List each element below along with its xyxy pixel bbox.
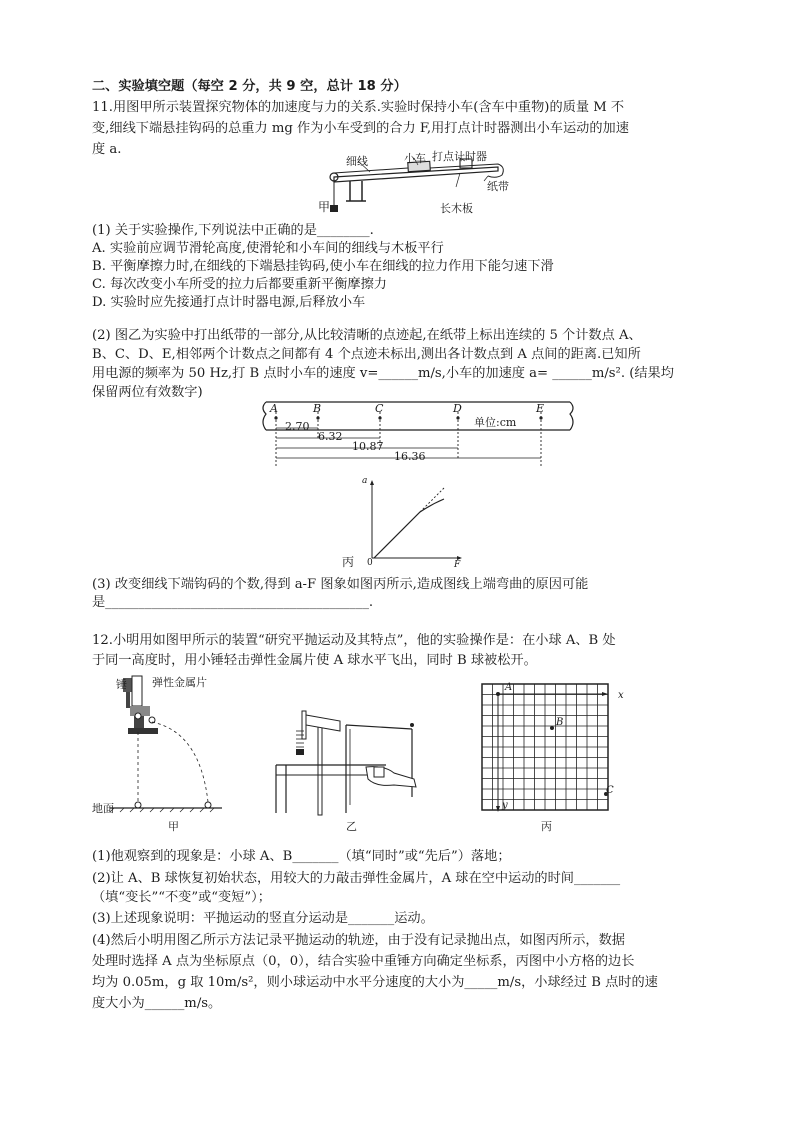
q11-part3-line2: 是________________________________________.: [92, 595, 374, 610]
tape-distance-ac: 6.32: [318, 430, 343, 443]
q12-figure-yi: [266, 705, 436, 815]
q11-stem-line2: 变,细线下端悬挂钩码的总重力 mg 作为小车受到的合力 F,用打点计时器测出小车运动的加速: [92, 121, 629, 136]
q11-part2-line2: B、C、D、E,相邻两个计数点之间都有 4 个点迹未标出,测出各计数点到 A 点间的距离.已知所: [92, 347, 641, 362]
tape-point-c: C: [375, 402, 384, 415]
label-hammer: 锤: [116, 678, 127, 691]
q12-sub3: (3)上述现象说明：平抛运动的竖直分运动是_______运动。: [92, 911, 434, 926]
q11-figure-caption-jia: 甲: [318, 200, 331, 214]
q11-option-c: C. 每次改变小车所受的拉力后都要重新平衡摩擦力: [92, 277, 387, 292]
q12-caption-jia: 甲: [168, 820, 179, 833]
label-tape: 纸带: [487, 180, 509, 193]
q12-sub4-line2: 处理时选择 A 点为坐标原点（0，0），结合实验中重锤方向确定坐标系，丙图中小方格的边长: [92, 954, 635, 969]
q12-sub1: (1)他观察到的现象是：小球 A、B_______（填“同时”或“先后”）落地；: [92, 849, 511, 864]
grid-axis-x: x: [618, 690, 624, 701]
q11-option-b: B. 平衡摩擦力时,在细线的下端悬挂钩码,使小车在细线的拉力作用下能匀速下滑: [92, 259, 554, 274]
q11-part1: (1) 关于实验操作,下列说法中正确的是________.: [92, 223, 374, 238]
label-ground: 地面: [92, 802, 114, 815]
tape-point-e: E: [536, 402, 545, 415]
q11-stem-line1: 11.用图甲所示装置探究物体的加速度与力的关系.实验时保持小车(含车中重物)的质量 M 不: [92, 100, 625, 115]
tape-distance-ae: 16.36: [394, 450, 426, 463]
q11-stem-line3: 度 a.: [92, 142, 122, 157]
q11-part2-line4: 保留两位有效数字): [92, 385, 203, 400]
label-cart: 小车: [404, 152, 426, 165]
grid-axis-y: y: [502, 800, 508, 811]
af-axis-a: a: [362, 476, 368, 486]
q12-sub2-line1: (2)让 A、B 球恢复初始状态，用较大的力敲击弹性金属片，A 球在空中运动的时间_______: [92, 871, 621, 886]
q11-part2-line1: (2) 图乙为实验中打出纸带的一部分,从比较清晰的点迹起,在纸带上标出连续的 5 个计数点 A、: [92, 328, 642, 343]
q12-caption-bing: 丙: [541, 820, 552, 833]
grid-point-b: B: [556, 717, 564, 728]
q12-sub4-line4: 度大小为______m/s。: [92, 996, 222, 1011]
q12-caption-yi: 乙: [346, 820, 357, 833]
tape-point-d: D: [453, 402, 462, 415]
tape-unit: 单位:cm: [474, 416, 517, 429]
label-metal-sheet: 弹性金属片: [152, 676, 207, 689]
label-board: 长木板: [440, 202, 473, 215]
grid-point-c: C: [606, 785, 614, 796]
af-graph-figure: [360, 478, 470, 562]
label-rope: 细线: [346, 155, 368, 168]
q11-part2-line3: 用电源的频率为 50 Hz,打 B 点时小车的速度 v=______m/s,小车的加速度 a= ______m/s². (结果均: [92, 366, 674, 381]
af-curve: [374, 499, 444, 558]
q12-stem-line2: 于同一高度时，用小锤轻击弹性金属片使 A 球水平飞出，同时 B 球被松开。: [92, 653, 537, 668]
af-axis-f: F: [454, 560, 461, 570]
q12-sub4-line3: 均为 0.05m，g 取 10m/s²，则小球运动中水平分速度的大小为_____m/s，小球经过 B 点时的速: [92, 975, 658, 990]
q12-figure-bing-grid: [482, 684, 612, 814]
q12-sub4-line1: (4)然后小明用图乙所示方法记录平抛运动的轨迹，由于没有记录抛出点，如图丙所示，数据: [92, 933, 625, 948]
label-timer: 打点计时器: [432, 150, 487, 163]
grid-point-a: A: [505, 682, 513, 693]
section-heading: 二、实验填空题（每空 2 分，共 9 空，总计 18 分）: [92, 79, 407, 94]
tape-point-a: A: [270, 402, 278, 415]
grid-lines: [482, 684, 608, 810]
af-caption-bing: 丙: [342, 555, 355, 569]
q11-option-a: A. 实验前应调节滑轮高度,使滑轮和小车间的细线与木板平行: [92, 241, 444, 256]
q12-stem-line1: 12.小明用如图甲所示的装置“研究平抛运动及其特点”，他的实验操作是：在小球 A、B 处: [92, 633, 616, 648]
q11-option-d: D. 实验时应先接通打点计时器电源,后释放小车: [92, 295, 366, 310]
tape-distance-ab: 2.70: [285, 420, 310, 433]
q12-sub2-line2: （填“变长”“不变”或“变短”）；: [92, 890, 271, 905]
tape-point-b: B: [313, 402, 322, 415]
q11-part3-line1: (3) 改变细线下端钩码的个数,得到 a-F 图象如图丙所示,造成图线上端弯曲的原因可能: [92, 577, 589, 592]
af-origin: 0: [367, 558, 373, 568]
tape-distance-ad: 10.87: [352, 440, 384, 453]
